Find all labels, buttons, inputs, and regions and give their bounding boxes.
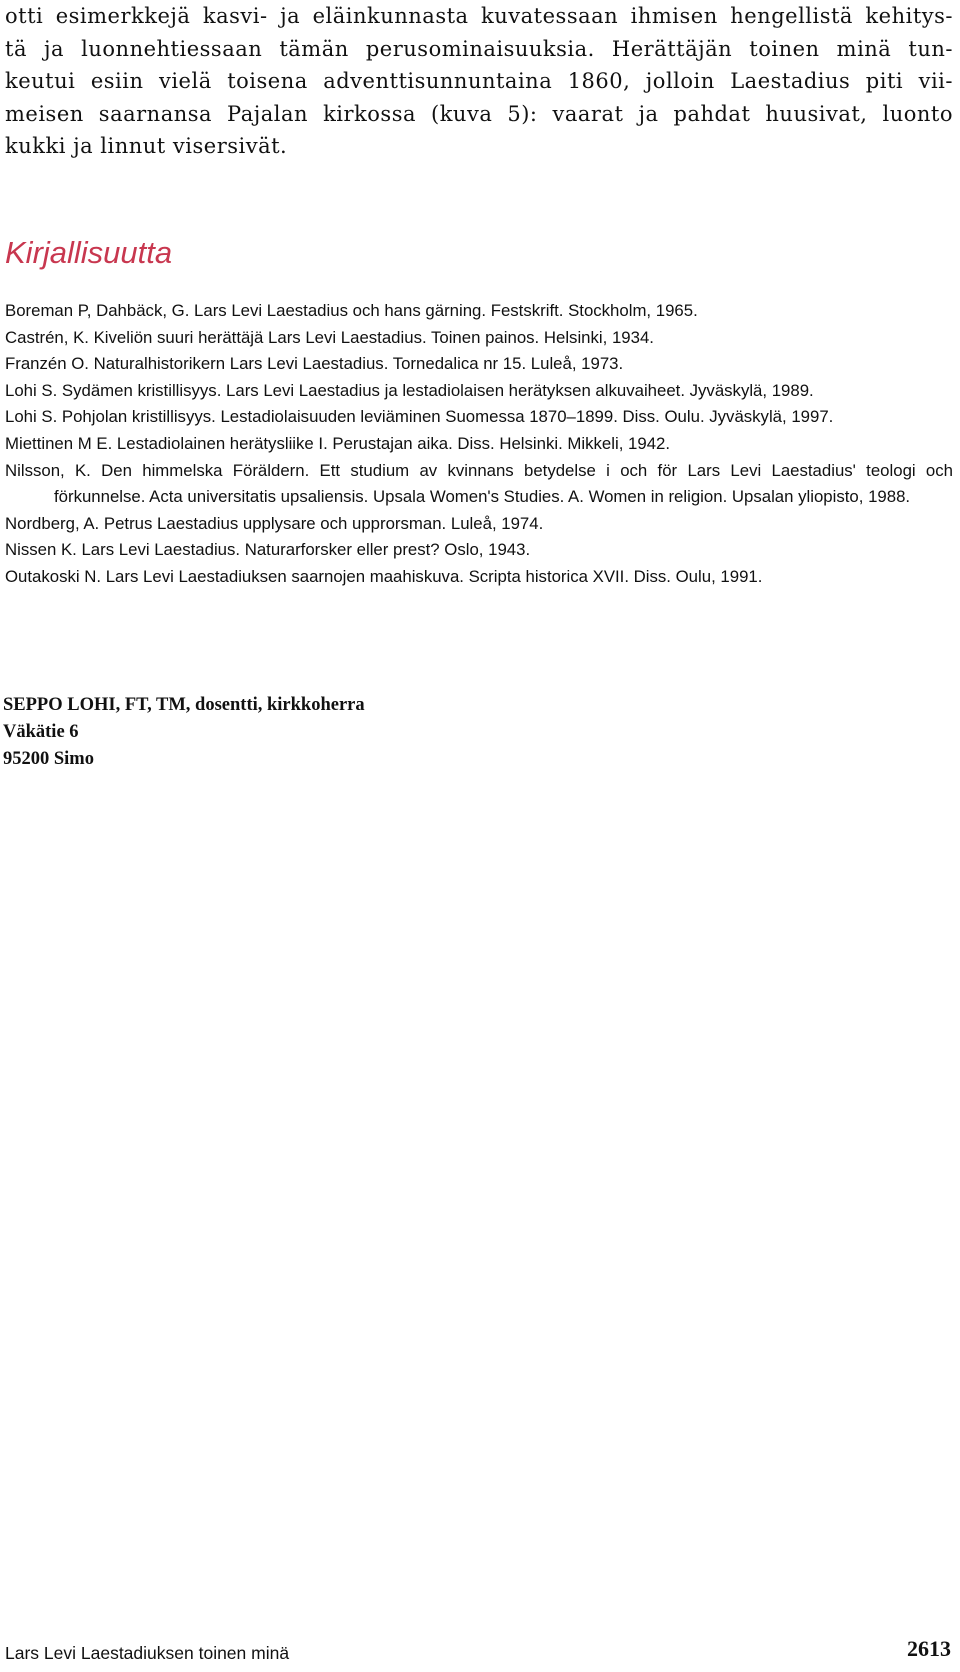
page-number: 2613 [907,1636,951,1661]
reference-item: Lohi S. Sydämen kristillisyys. Lars Levi Laestadius ja lestadiolaisen herätyksen alkuvaiheet. Jyväskylä, 1989. [5,380,814,400]
reference-item: Nissen K. Lars Levi Laestadius. Naturarforsker eller prest? Oslo, 1943. [5,540,531,560]
reference-list [5,298,953,591]
reference-item: Boreman P, Dahbäck, G. Lars Levi Laestadius och hans gärning. Festskrift. Stockholm, 1965. [5,301,698,320]
reference-item: Outakoski N. Lars Levi Laestadiuksen saarnojen maahiskuva. Scripta historica XVII. Diss. Oulu, 1991. [5,566,763,586]
reference-item: Franzén O. Naturalhistorikern Lars Levi Laestadius. Tornedalica nr 15. Luleå, 1973. [5,354,624,374]
reference-item: Miettinen M E. Lestadiolainen herätysliike I. Perustajan aika. Diss. Helsinki. Mikkeli, 1942. [5,433,671,453]
paragraph-line: keutui esiin vielä toisena adventtisunnuntaina 1860, jolloin Laestadius piti vii- [5,69,953,94]
author-block [3,692,365,773]
author-street: Väkätie 6 [3,722,79,742]
paragraph-line: meisen saarnansa Pajalan kirkossa (kuva 5): vaarat ja pahdat huusivat, luonto [5,101,953,126]
paragraph-line: kukki ja linnut visersivät. [5,134,288,159]
running-footer-title: Lars Levi Laestadiuksen toinen minä [5,1643,290,1663]
author-postal: 95200 Simo [3,749,94,769]
reference-item: Nilsson, K. Den himmelska Föräldern. Ett studium av kvinnans betydelse i och för Lars Levi Laestadius' teologi och förkunnelse. Acta universitatis upsaliensis. Upsala Women's Studies. A. Women in religion. Upsalan yliopisto, 1988. [5,460,953,507]
reference-item: Nordberg, A. Petrus Laestadius upplysare och upprorsman. Luleå, 1974. [5,513,544,533]
body-paragraph [5,0,953,163]
author-name: SEPPO LOHI, FT, TM, dosentti, kirkkoherra [3,695,365,715]
reference-item: Lohi S. Pohjolan kristillisyys. Lestadiolaisuuden leviäminen Suomessa 1870–1899. Diss. Oulu. Jyväskylä, 1997. [5,407,834,427]
section-heading: Kirjallisuutta [5,235,173,270]
paragraph-line: tä ja luonnehtiessaan tämän perusominaisuuksia. Herättäjän toinen minä tun- [5,36,953,61]
reference-item: Castrén, K. Kiveliön suuri herättäjä Lars Levi Laestadius. Toinen painos. Helsinki, 1934. [5,327,654,347]
paragraph-line: otti esimerkkejä kasvi- ja eläinkunnasta kuvatessaan ihmisen hengellistä kehitys- [5,4,953,28]
